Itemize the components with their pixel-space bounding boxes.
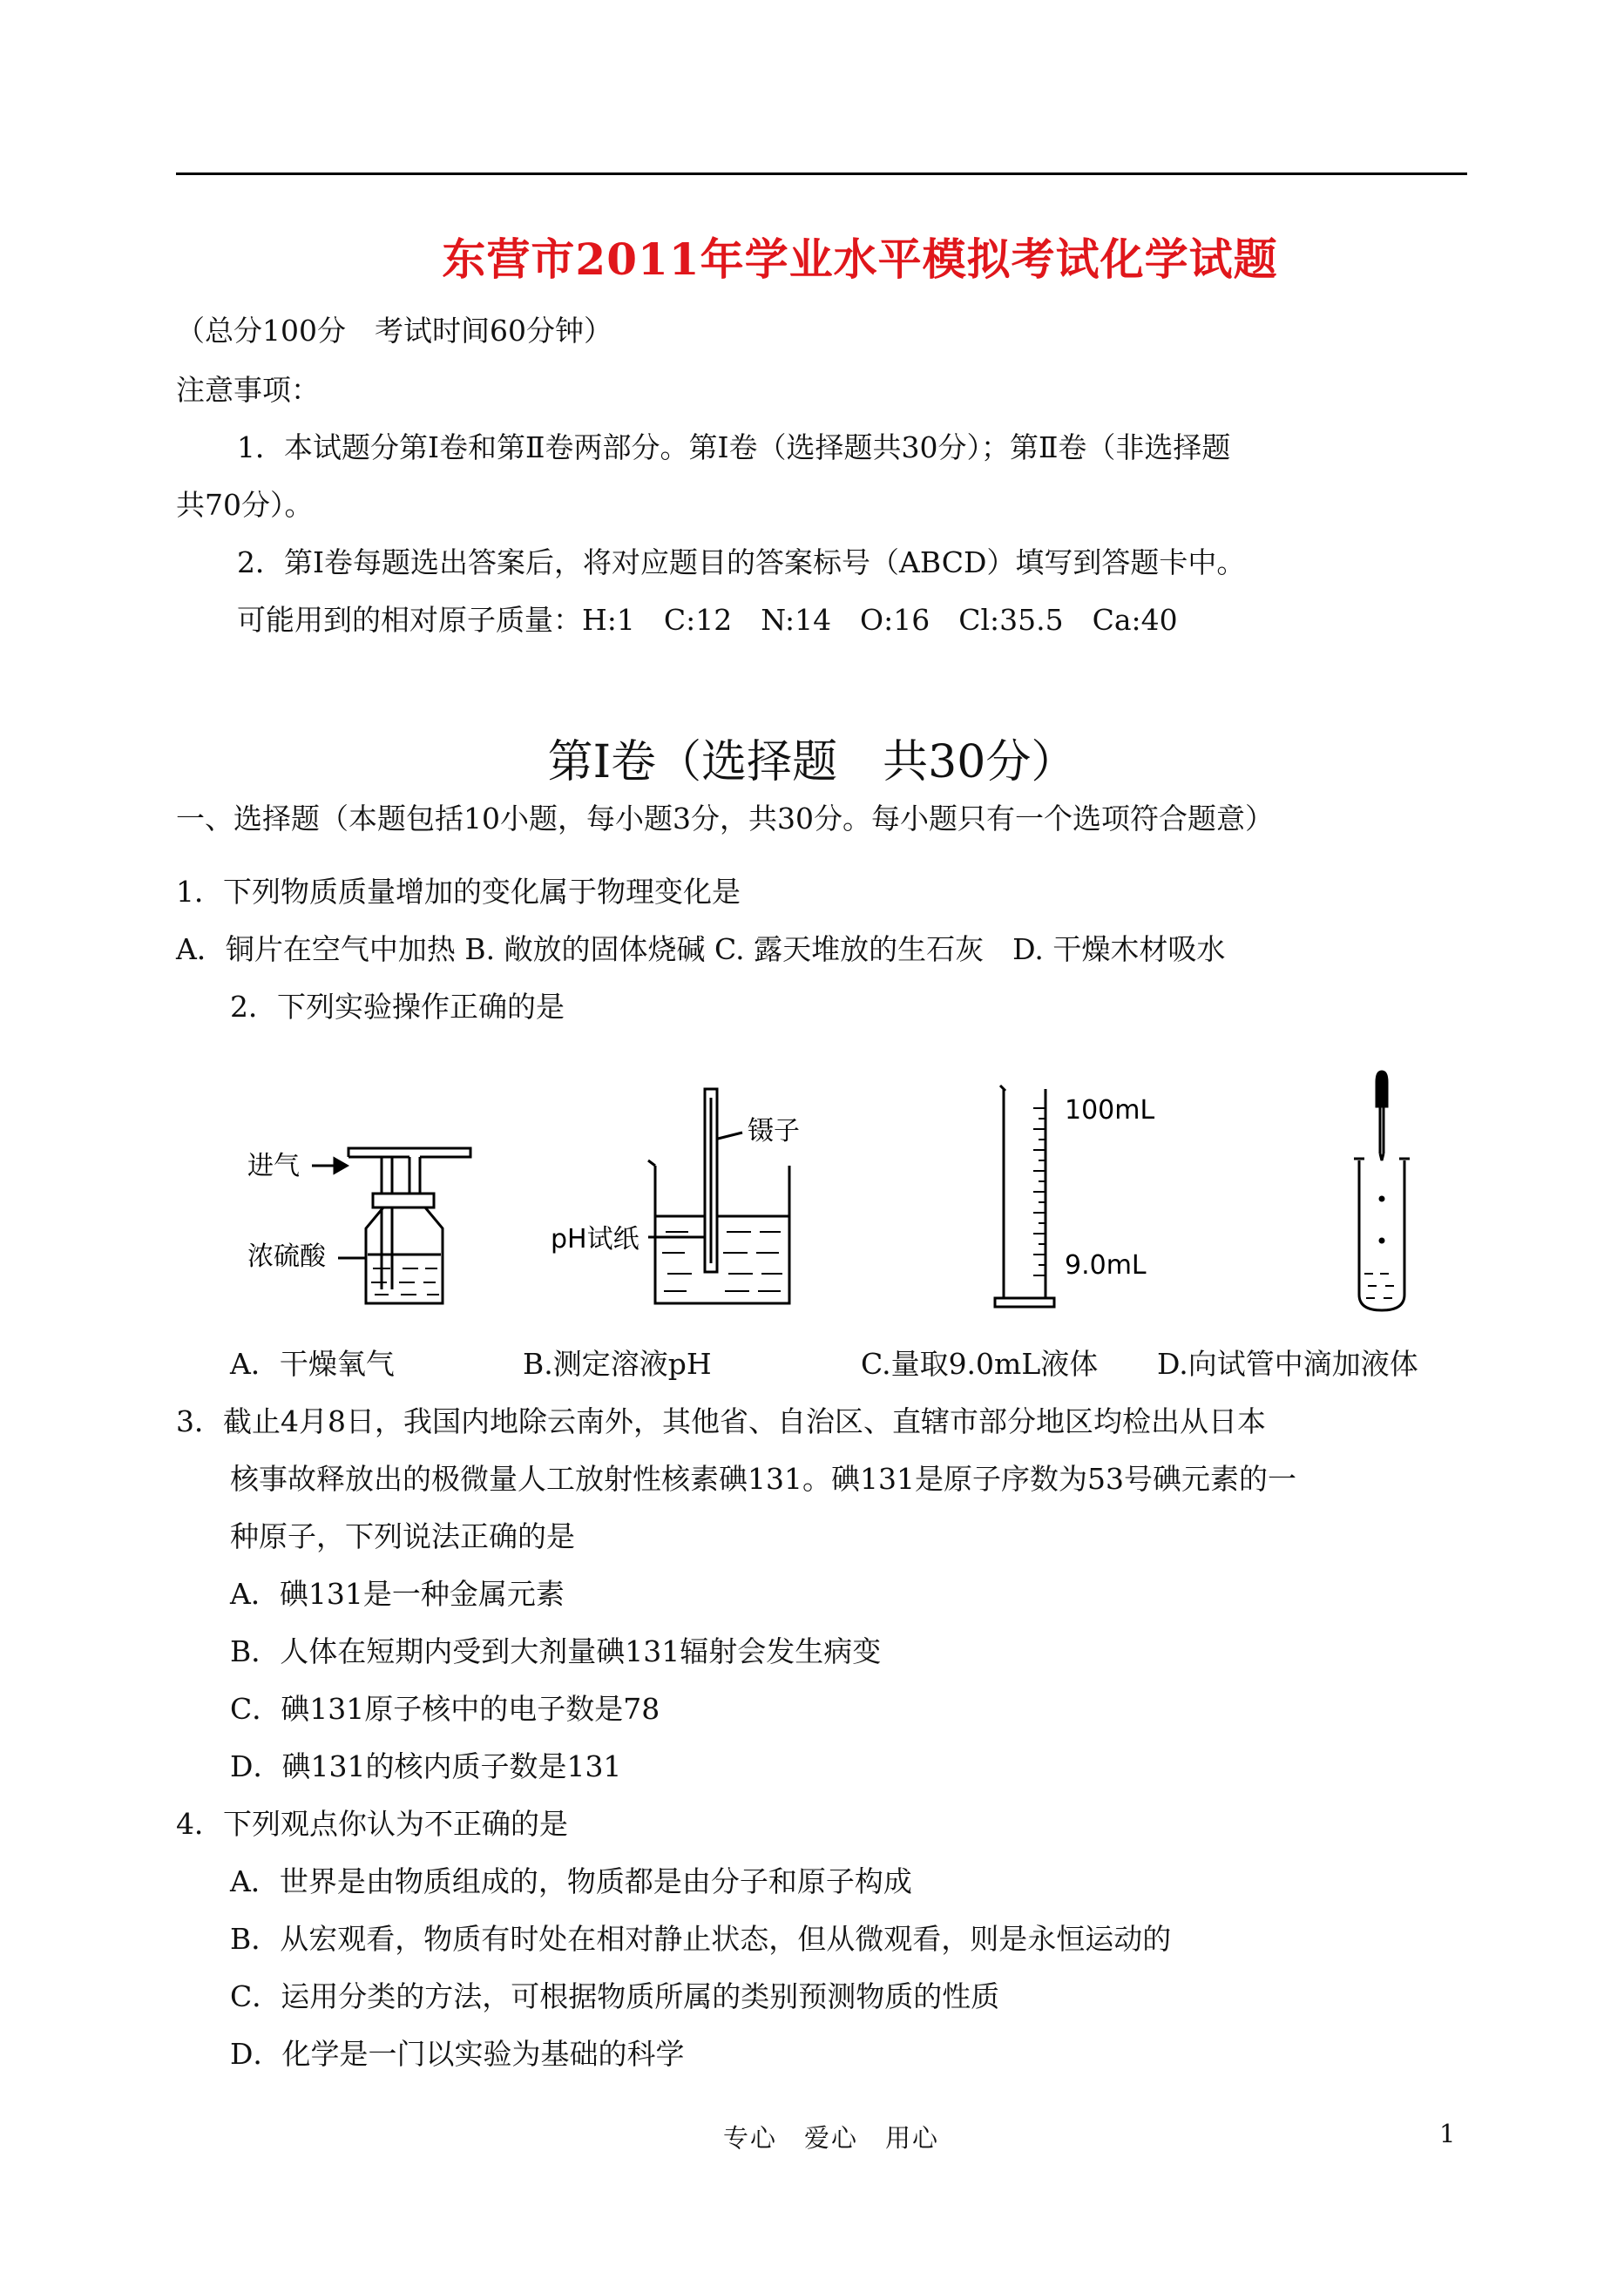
label-100ml: 100mL <box>1065 1095 1155 1126</box>
q3-option-c: C．碘131原子核中的电子数是78 <box>230 1692 660 1726</box>
label-conc-acid: 浓硫酸 <box>247 1241 326 1272</box>
q3-option-b: B．人体在短期内受到大剂量碘131辐射会发生病变 <box>230 1634 882 1668</box>
test-tube-dropper-figure <box>1354 1072 1410 1310</box>
notice-heading: 注意事项： <box>176 373 320 407</box>
q3-stem-2: 核事故释放出的极微量人工放射性核素碘131。碘131是原子序数为53号碘元素的一 <box>230 1462 1296 1496</box>
q1-stem: 1．下列物质质量增加的变化属于物理变化是 <box>176 875 741 909</box>
section-title: 第Ⅰ卷（选择题 共30分） <box>547 736 1077 788</box>
q2-option-a: A．干燥氧气 <box>230 1347 395 1381</box>
q2-option-b: B.测定溶液pH <box>523 1347 712 1381</box>
q4-option-b: B．从宏观看，物质有时处在相对静止状态，但从微观看，则是永恒运动的 <box>230 1922 1172 1956</box>
label-tweezers: 镊子 <box>748 1116 800 1146</box>
page-number: 1 <box>1439 2119 1456 2148</box>
exam-title: 东营市2011年学业水平模拟考试化学试题 <box>442 233 1278 285</box>
q3-option-d: D．碘131的核内质子数是131 <box>230 1749 622 1783</box>
q3-stem-3: 种原子，下列说法正确的是 <box>230 1519 575 1553</box>
q4-option-d: D．化学是一门以实验为基础的科学 <box>230 2037 685 2071</box>
q3-stem-1: 3．截止4月8日，我国内地除云南外，其他省、自治区、直辖市部分地区均检出从日本 <box>176 1404 1266 1438</box>
label-ph-paper: pH试纸 <box>551 1224 639 1255</box>
label-9ml: 9.0mL <box>1065 1250 1147 1281</box>
score-time: （总分100分 考试时间60分钟） <box>176 314 612 348</box>
q2-option-c: C.量取9.0mL液体 <box>861 1347 1099 1381</box>
notice-item-2: 2．第Ⅰ卷每题选出答案后，将对应题目的答案标号（ABCD）填写到答题卡中。 <box>237 545 1246 579</box>
header-rule <box>176 172 1467 175</box>
ph-beaker-figure <box>551 1089 800 1303</box>
q4-stem: 4．下列观点你认为不正确的是 <box>176 1807 568 1841</box>
q3-option-a: A．碘131是一种金属元素 <box>230 1577 565 1611</box>
q4-option-c: C．运用分类的方法，可根据物质所属的类别预测物质的性质 <box>230 1979 1000 2013</box>
section-instruction: 一、选择题（本题包括10小题，每小题3分，共30分。每小题只有一个选项符合题意） <box>176 802 1274 835</box>
gas-washing-bottle-figure <box>247 1148 470 1303</box>
q2-stem: 2．下列实验操作正确的是 <box>230 990 565 1024</box>
q4-option-a: A．世界是由物质组成的，物质都是由分子和原子构成 <box>230 1864 912 1898</box>
label-gas-in: 进气 <box>247 1151 300 1181</box>
atomic-mass-line: 可能用到的相对原子质量：H:1 C:12 N:14 O:16 Cl:35.5 Ca:40 <box>237 603 1178 637</box>
notice-item-1-cont: 共70分）。 <box>176 488 314 522</box>
measuring-cylinder-figure <box>995 1086 1154 1307</box>
q1-options: A．铜片在空气中加热 B. 敞放的固体烧碱 C. 露天堆放的生石灰 D. 干燥木材吸水 <box>176 932 1226 966</box>
q2-figures <box>0 1045 1624 1333</box>
notice-item-1: 1．本试题分第Ⅰ卷和第Ⅱ卷两部分。第Ⅰ卷（选择题共30分）；第Ⅱ卷（非选择题 <box>237 430 1231 464</box>
q2-option-d: D.向试管中滴加液体 <box>1157 1347 1418 1381</box>
footer-motto: 专心 爱心 用心 <box>723 2123 940 2153</box>
